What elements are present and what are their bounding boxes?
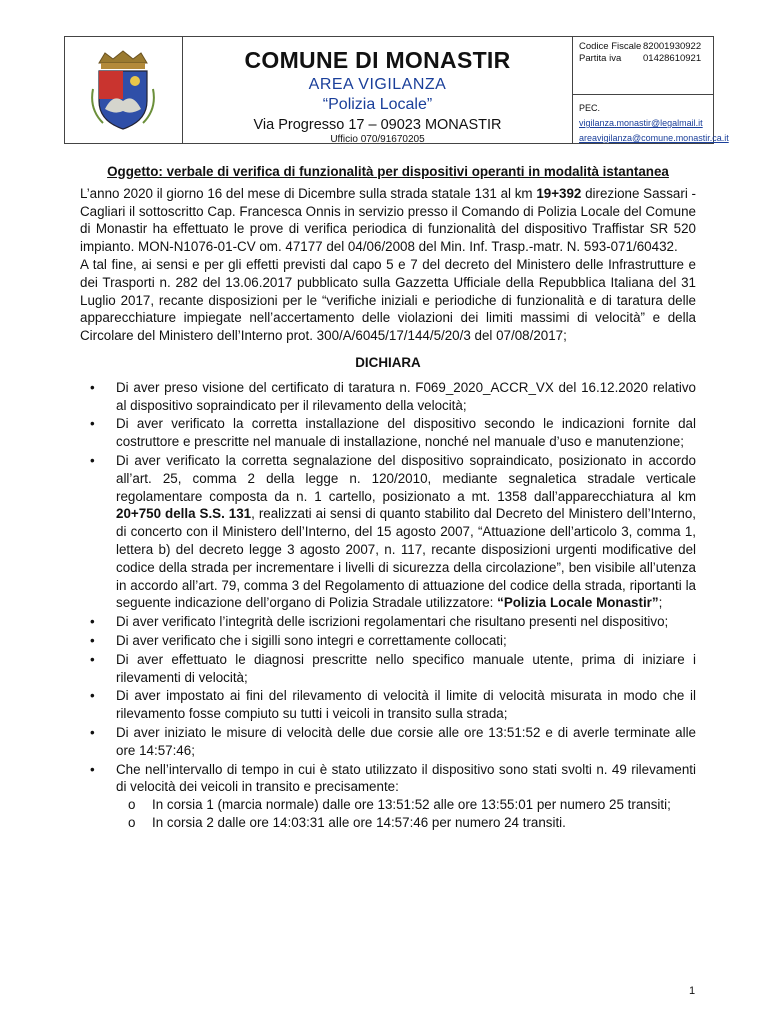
crest-cell bbox=[65, 37, 183, 143]
bullet-icon: • bbox=[90, 416, 95, 432]
intro-paragraph-2: A tal fine, ai sensi e per gli effetti previsti dal capo 5 e 7 del decreto del Ministero delle Infrastrutture e dei Trasporti n. 282 del 13.06.2017 pubblicato sulla Gazzetta Ufficiale della Repubblica Italiana del 31 Luglio 2017, recante disposizioni per le “verifiche iniziali e periodiche di funzionalità e di taratura delle apparecchiature impiegate nell’accertamento delle violazioni dei limiti massimi di velocità” e della Circolare del Ministero dell’Interno prot. 300/A/6045/17/144/5/20/3 del 07/08/2017; bbox=[80, 256, 696, 344]
declaration-list bbox=[80, 379, 696, 832]
codice-fiscale-label: Codice Fiscale bbox=[579, 41, 642, 52]
municipality-title: COMUNE DI MONASTIR bbox=[244, 47, 511, 73]
list-item bbox=[80, 452, 696, 612]
bullet-icon: • bbox=[90, 761, 95, 777]
item-text: , realizzati ai sensi di quanto stabilito dal Decreto del Ministero dell’Interno, di concerto con il Ministero dell’Interno, del 15 agosto 2007, “Attuazione dell’articolo 3, comma 1, lettera b) del decreto legge 3 agosto 2007, n. 117, recante disposizioni urgenti modificative del codice della strada per incrementare i livelli di sicurezza della circolazione”, ben visibile all’utenza in accordo all’art. 79, comma 3 del Regolamento di attuazione del codice della strada, riportanti la seguente indicazione dell’organo di Polizia Stradale utilizzatore: bbox=[116, 506, 696, 611]
bullet-icon: • bbox=[90, 452, 95, 468]
declaration-heading: DICHIARA bbox=[355, 354, 421, 370]
letterhead-center bbox=[183, 37, 573, 143]
office-phone: Ufficio 070/91670205 bbox=[330, 134, 425, 145]
item-text: Di aver verificato che i sigilli sono integri e correttamente collocati; bbox=[116, 632, 507, 648]
page-number: 1 bbox=[689, 985, 696, 997]
list-item bbox=[80, 651, 696, 687]
sub-item-text: In corsia 2 dalle ore 14:03:31 alle ore 14:57:46 per numero 24 transiti. bbox=[152, 814, 566, 830]
intro-text-a: L’anno 2020 il giorno 16 del mese di Dicembre sulla strada statale 131 al km bbox=[80, 185, 537, 201]
sub-list-item bbox=[116, 814, 696, 832]
item-text-bold: “Polizia Locale Monastir” bbox=[497, 595, 659, 611]
sub-item-text: In corsia 1 (marcia normale) dalle ore 13:51:52 alle ore 13:55:01 per numero 25 transiti; bbox=[152, 797, 671, 813]
item-text: Di aver iniziato le misure di velocità delle due corsie alle ore 13:51:52 e di averle terminate alle ore 14:57:46; bbox=[116, 724, 696, 758]
bullet-icon: • bbox=[90, 688, 95, 704]
item-text: Di aver verificato la corretta segnalazione del dispositivo sopraindicato, posizionato in accordo all’art. 25, comma 2 della legge n. 120/2010, mediante segnaletica stradale verticale regolamentare composta da n. 1 cartello, posizionato a mt. 1358 dall’apparecchiatura al km bbox=[116, 452, 696, 504]
pec-label: PEC. bbox=[579, 103, 601, 113]
email-link[interactable]: areavigilanza@comune.monastir.ca.it bbox=[579, 133, 729, 143]
item-text: Di aver verificato la corretta installazione del dispositivo secondo le indicazioni fornite dal costruttore e prescritte nel manuale di installazione, nonché nel manuale d’uso e manutenzione; bbox=[116, 416, 696, 450]
list-item bbox=[80, 613, 696, 631]
list-item bbox=[80, 761, 696, 832]
list-item bbox=[80, 687, 696, 723]
office-name: “Polizia Locale” bbox=[322, 96, 433, 113]
coat-of-arms-icon bbox=[91, 49, 155, 133]
intro-paragraph-1 bbox=[80, 185, 696, 256]
partita-iva-label: Partita iva bbox=[579, 53, 622, 64]
item-text: Di aver preso visione del certificato di taratura n. F069_2020_ACCR_VX del 16.12.2020 relativo al dispositivo sopraindicato per il rilevamento della velocità; bbox=[116, 379, 696, 413]
sub-list-item bbox=[116, 796, 696, 814]
email-info bbox=[573, 95, 729, 152]
pec-email-link[interactable]: vigilanza.monastir@legalmail.it bbox=[579, 118, 703, 128]
bullet-icon: • bbox=[90, 651, 95, 667]
circle-bullet-icon: o bbox=[128, 797, 136, 813]
item-text: Che nell’intervallo di tempo in cui è stato utilizzato il dispositivo sono stati svolti n. 49 rilevamenti di velocità dei veicoli in transito e precisamente: bbox=[116, 761, 696, 795]
sub-list bbox=[116, 796, 696, 832]
item-text: Di aver impostato ai fini del rilevamento di velocità il limite di velocità misurata in modo che il rilevamento fosse compiuto su tutti i veicoli in transito sulla strada; bbox=[116, 688, 696, 722]
bullet-icon: • bbox=[90, 632, 95, 648]
intro-text-b: direzione Sassari - Cagliari il sottoscritto Cap. Francesca Onnis in servizio presso il Comando di Polizia Locale del Comune di Monastir ha effettuato le prove di verifica periodica di funzionalità del dispositivo Traffistar SR 520 impianto. MON-N1076-01-CV om. 47177 del 04/06/2008 del Min. Inf. Trasp.-matr. N. 593-071/60432. bbox=[80, 185, 696, 255]
item-text: ; bbox=[658, 595, 663, 611]
bullet-icon: • bbox=[90, 724, 95, 740]
bullet-icon: • bbox=[90, 379, 95, 395]
address: Via Progresso 17 – 09023 MONASTIR bbox=[253, 117, 502, 133]
circle-bullet-icon: o bbox=[128, 814, 136, 830]
letterhead bbox=[64, 36, 729, 145]
document-body bbox=[80, 163, 696, 833]
item-text: Di aver effettuato le diagnosi prescritte nello specifico manuale utente, prima di iniziare i rilevamenti di velocità; bbox=[116, 651, 696, 685]
tax-info bbox=[573, 37, 713, 95]
list-item bbox=[80, 724, 696, 760]
item-text-bold: 20+750 della S.S. 131 bbox=[116, 506, 252, 522]
item-text: Di aver verificato l’integrità delle iscrizioni regolamentari che risultano presenti nel dispositivo; bbox=[116, 614, 669, 630]
list-item bbox=[80, 415, 696, 451]
codice-fiscale-value: 82001930922 bbox=[643, 41, 702, 52]
subject-line: Oggetto: verbale di verifica di funzionalità per dispositivi operanti in modalità istantanea bbox=[107, 164, 669, 179]
intro-km: 19+392 bbox=[536, 185, 582, 201]
list-item bbox=[80, 379, 696, 415]
partita-iva-value: 01428610921 bbox=[643, 53, 702, 64]
department-name: AREA VIGILANZA bbox=[308, 76, 447, 93]
letterhead-contacts bbox=[573, 37, 729, 143]
bullet-icon: • bbox=[90, 614, 95, 630]
list-item bbox=[80, 632, 696, 650]
